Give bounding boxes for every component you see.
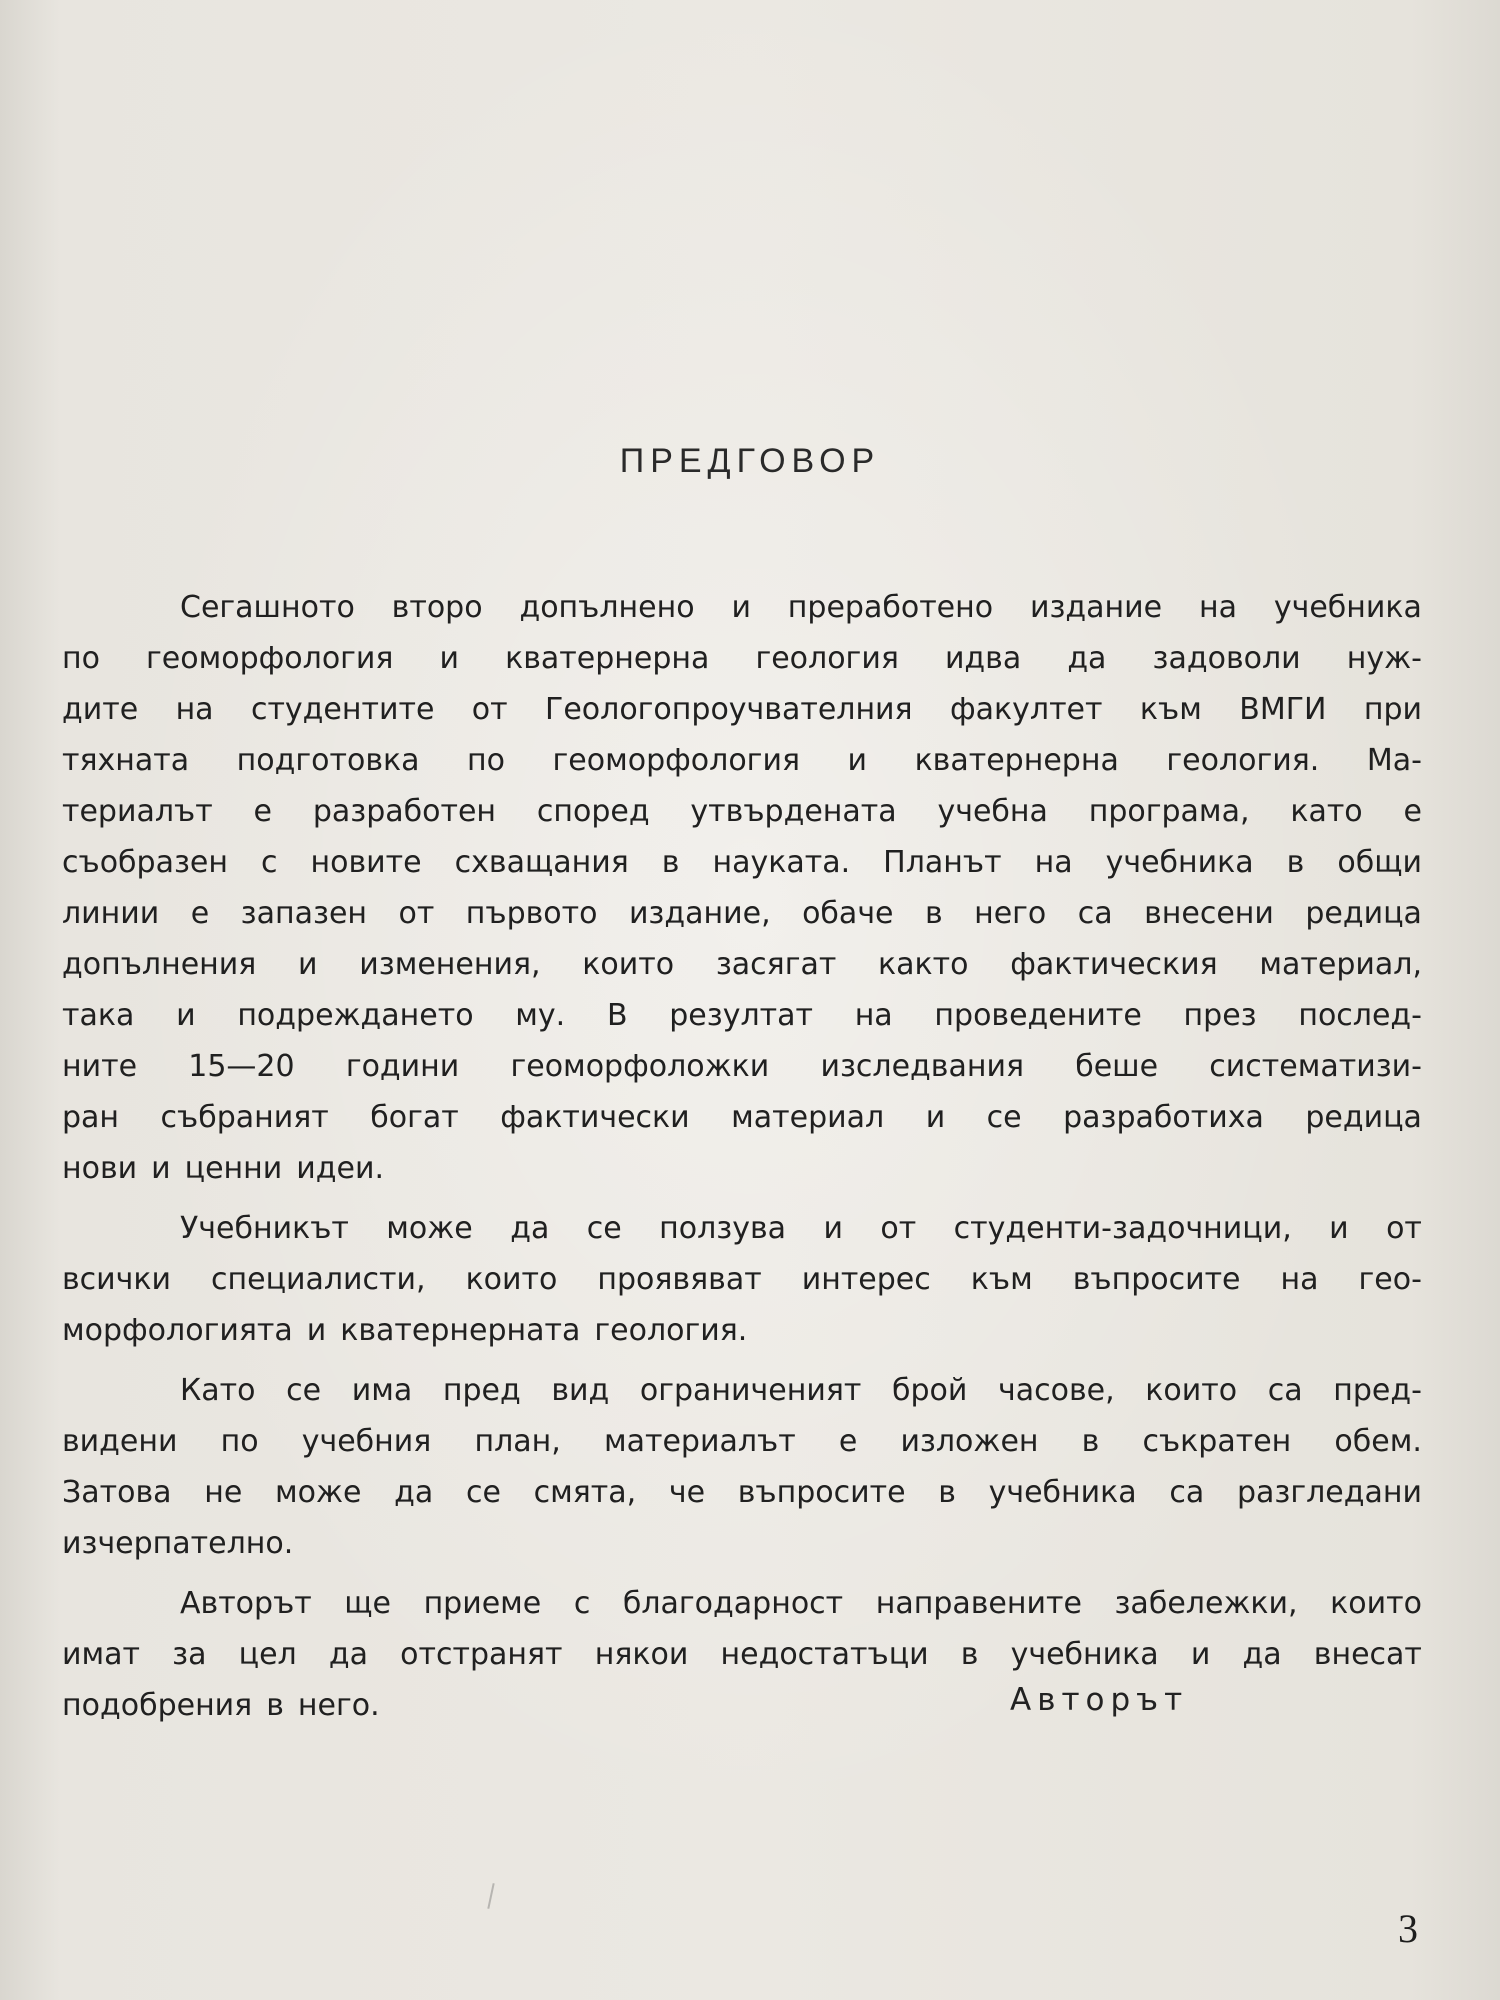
text-line: морфологията и кватернерната геология.	[62, 1313, 748, 1348]
text-line: Авторът ще приеме с благодарност направените забележки, които	[180, 1586, 1422, 1621]
text-line: тяхната подготовка по геоморфология и кватернерна геология. Ма-	[62, 743, 1422, 778]
text-line: изчерпателно.	[62, 1526, 294, 1561]
text-line: имат за цел да отстранят някои недостатъци в учебника и да внесат	[62, 1637, 1422, 1672]
paragraph	[62, 1203, 1422, 1356]
text-line: всички специалисти, които проявяват интерес към въпросите на гео-	[62, 1262, 1422, 1297]
page-title: ПРЕДГОВОР	[619, 442, 881, 480]
paper-scratch-mark	[487, 1883, 494, 1909]
preface-body	[62, 582, 1422, 1731]
text-line: териалът е разработен според утвърдената учебна програма, като е	[62, 794, 1422, 829]
author-signature: Авторът	[1010, 1682, 1189, 1718]
paragraph-gap	[62, 1569, 1422, 1578]
text-line: линии е запазен от първото издание, обаче в него са внесени редица	[62, 896, 1422, 931]
text-line: съобразен с новите схващания в науката. Планът на учебника в общи	[62, 845, 1422, 880]
paragraph-gap	[62, 1356, 1422, 1365]
text-line: допълнения и изменения, които засягат както фактическия материал,	[62, 947, 1422, 982]
text-line: нови и ценни идеи.	[62, 1151, 384, 1186]
paragraph	[62, 1365, 1422, 1569]
text-line: дите на студентите от Геологопроучвателния факултет към ВМГИ при	[62, 692, 1422, 727]
text-line: Учебникът може да се ползува и от студенти-задочници, и от	[180, 1211, 1422, 1246]
paragraph-gap	[62, 1194, 1422, 1203]
text-line: ните 15—20 години геоморфоложки изследвания беше систематизи-	[62, 1049, 1422, 1084]
paragraph	[62, 1578, 1422, 1731]
text-line: така и подреждането му. В резултат на проведените през послед-	[62, 998, 1422, 1033]
text-line: подобрения в него.	[62, 1688, 380, 1723]
text-line: видени по учебния план, материалът е изложен в съкратен обем.	[62, 1424, 1422, 1459]
text-line: Като се има пред вид ограниченият брой часове, които са пред-	[180, 1373, 1422, 1408]
text-line: по геоморфология и кватернерна геология идва да задоволи нуж-	[62, 641, 1422, 676]
text-line: Затова не може да се смята, че въпросите в учебника са разгледани	[62, 1475, 1422, 1510]
text-line: ран събраният богат фактически материал и се разработиха редица	[62, 1100, 1422, 1135]
paragraph	[62, 582, 1422, 1194]
text-line: Сегашното второ допълнено и преработено издание на учебника	[180, 590, 1422, 625]
page-number: 3	[1398, 1906, 1418, 1951]
